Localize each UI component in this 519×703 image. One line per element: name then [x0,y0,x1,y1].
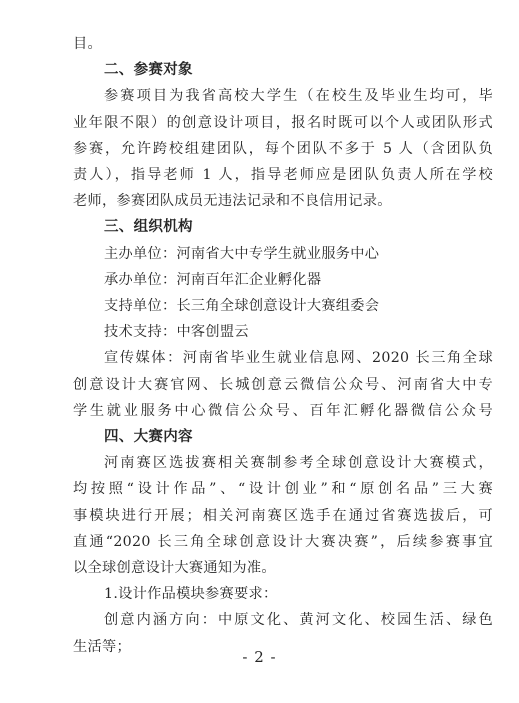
paragraph-line: 目。 [73,36,102,52]
paragraph-line: 均按照“设计作品”、“设计创业”和“原创名品”三大赛 [73,481,493,497]
paragraph-line: 创意内涵方向：中原文化、黄河文化、校园生活、绿色 [104,612,493,628]
section-heading: 四、大赛内容 [104,429,193,445]
paragraph-line: 河南赛区选拔赛相关赛制参考全球创意设计大赛模式， [104,455,493,471]
paragraph-line: 主办单位：河南省大中专学生就业服务中心 [104,246,380,262]
section-heading: 二、参赛对象 [104,62,193,78]
paragraph-line: 1.设计作品模块参赛要求： [104,586,278,602]
paragraph-line: 参赛，允许跨校组建团队，每个团队不多于 5 人（含团队负 [73,141,493,157]
paragraph-line: 老师，参赛团队成员无违法记录和不良信用记录。 [73,193,392,209]
section-heading: 三、组织机构 [104,219,193,235]
paragraph-line: 以全球创意设计大赛通知为准。 [73,560,276,576]
paragraph-line: 学生就业服务中心微信公众号、百年汇孵化器微信公众号 [73,403,493,419]
paragraph-line: 责人），指导老师 1 人，指导老师应是团队负责人所在学校 [73,167,493,183]
paragraph-line: 业年限不限）的创意设计项目，报名时既可以个人或团队形式 [73,115,493,131]
paragraph-line: 承办单位：河南百年汇企业孵化器 [104,272,322,288]
paragraph-line: 宣传媒体：河南省毕业生就业信息网、2020 长三角全球 [104,350,493,366]
paragraph-line: 创意设计大赛官网、长城创意云微信公众号、河南省大中专 [73,377,493,393]
paragraph-line: 支持单位：长三角全球创意设计大赛组委会 [104,298,380,314]
paragraph-line: 直通“2020 长三角全球创意设计大赛决赛”，后续参赛事宜 [73,534,493,550]
paragraph-line: 参赛项目为我省高校大学生（在校生及毕业生均可，毕 [104,88,493,104]
page-number: - 2 - [242,648,277,666]
paragraph-line: 事模块进行开展；相关河南赛区选手在通过省赛选拔后，可 [73,508,493,524]
paragraph-line: 生活等； [73,639,131,655]
paragraph-line: 技术支持：中客创盟云 [104,324,249,340]
